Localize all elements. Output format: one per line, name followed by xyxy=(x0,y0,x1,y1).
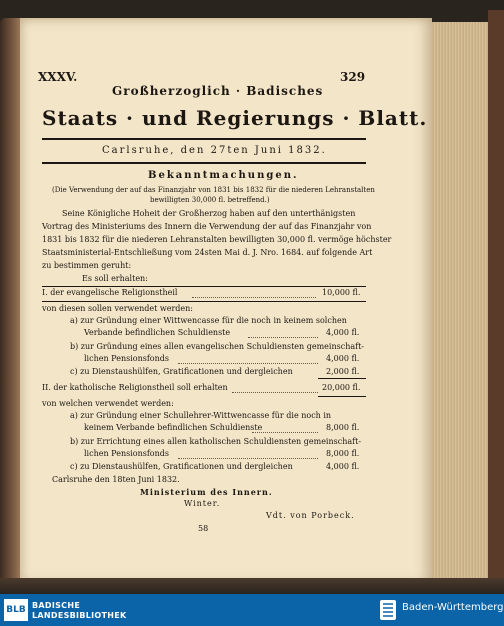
s2c-amount: 4,000 fl. xyxy=(326,462,360,471)
masthead-rule-bottom xyxy=(42,162,366,164)
subject-line-1: (Die Verwendung der auf das Finanzjahr von 1831 bis 1832 für die niederen Lehranstalten xyxy=(52,186,375,194)
s1b-line1: b) zur Gründung eines allen evangelischen Schuldiensten gemeinschaft- xyxy=(70,342,365,351)
s2b-line2: lichen Pensionsfonds xyxy=(84,449,169,458)
s1b-line2: lichen Pensionsfonds xyxy=(84,354,169,363)
masthead-line1: Großherzoglich · Badisches xyxy=(112,84,324,98)
body-line-3: 1831 bis 1832 für die niederen Lehranstalten bewilligten 30,000 fl. vermöge höchster xyxy=(42,235,392,244)
subtotal-rule xyxy=(318,378,366,379)
masthead-title: Staats · und Regierungs · Blatt. xyxy=(42,106,428,130)
body-line-1: Seine Königliche Hoheit der Großherzog haben auf den unterthänigsten xyxy=(62,209,356,218)
countersignature: Vdt. von Porbeck. xyxy=(266,511,355,520)
intro-line: Es soll erhalten: xyxy=(82,274,148,283)
s2b-line1: b) zur Errichtung eines allen katholischen Schuldiensten gemeinschaft- xyxy=(70,437,362,446)
s2a-line1: a) zur Gründung einer Schullehrer-Wittwencasse für die noch in xyxy=(70,411,332,420)
s2c-line: c) zu Dienstaushülfen, Gratificationen und dergleichen xyxy=(70,462,293,471)
library-name-line1: BADISCHE xyxy=(32,601,81,610)
announcement-heading: Bekanntmachungen. xyxy=(148,170,299,181)
signatory: Winter. xyxy=(184,499,221,508)
s1a-line1: a) zur Gründung einer Wittwencasse für die noch in keinem solchen xyxy=(70,316,347,325)
s1c-line: c) zu Dienstaushülfen, Gratificationen und dergleichen xyxy=(70,367,293,376)
leader-dots xyxy=(192,297,316,298)
blb-logo[interactable]: BLB xyxy=(4,599,28,621)
s1a-line2: Verbande befindlichen Schuldienste xyxy=(84,328,231,337)
state-name[interactable]: Baden-Württemberg xyxy=(402,602,504,613)
leader-dots xyxy=(178,363,318,364)
coat-of-arms-icon xyxy=(378,599,398,621)
leader-dots xyxy=(252,432,318,433)
section-rule-2 xyxy=(42,301,366,302)
bottom-shadow xyxy=(0,578,504,594)
section2-amount: 20,000 fl. xyxy=(322,383,361,392)
body-line-5: zu bestimmen geruht: xyxy=(42,261,132,270)
section2-subheading: von welchen verwendet werden: xyxy=(42,399,174,408)
subject-line-2: bewilligten 30,000 fl. betreffend.) xyxy=(150,196,270,204)
left-page-edge xyxy=(0,18,22,584)
page-stack xyxy=(430,22,493,584)
dateline: Carlsruhe, den 27ten Juni 1832. xyxy=(102,145,327,156)
page-number: 329 xyxy=(340,70,366,84)
closing-date: Carlsruhe den 18ten Juni 1832. xyxy=(52,475,180,484)
library-name-line2: LANDESBIBLIOTHEK xyxy=(32,611,127,620)
section1-subheading: von diesen sollen verwendet werden: xyxy=(42,304,193,313)
leader-dots xyxy=(178,458,318,459)
section1-amount: 10,000 fl. xyxy=(322,288,361,297)
s1b-amount: 4,000 fl. xyxy=(326,354,360,363)
masthead-rule-top xyxy=(42,138,366,140)
volume-number: XXXV. xyxy=(38,70,78,84)
section2-label: II. der katholische Religionstheil soll erhalten xyxy=(42,383,228,392)
ministry-name: Ministerium des Innern. xyxy=(140,487,273,497)
signature-mark: 58 xyxy=(198,524,209,533)
body-line-4: Staatsministerial-Entschließung vom 24sten Mai d. J. Nro. 1684. auf folgende Art xyxy=(42,248,373,257)
section1-label: I. der evangelische Religionstheil xyxy=(42,288,178,297)
s1a-amount: 4,000 fl. xyxy=(326,328,360,337)
book-cover-edge xyxy=(488,10,504,594)
section2-rule xyxy=(318,396,366,397)
body-line-2: Vortrag des Ministeriums des Innern die Verwendung der auf das Finanzjahr von xyxy=(42,222,372,231)
s1c-amount: 2,000 fl. xyxy=(326,367,360,376)
s2a-line2: keinem Verbande befindlichen Schuldienste xyxy=(84,423,263,432)
s2a-amount: 8,000 fl. xyxy=(326,423,360,432)
leader-dots xyxy=(232,392,318,393)
leader-dots xyxy=(248,337,318,338)
section-rule-1 xyxy=(42,286,366,287)
s2b-amount: 8,000 fl. xyxy=(326,449,360,458)
